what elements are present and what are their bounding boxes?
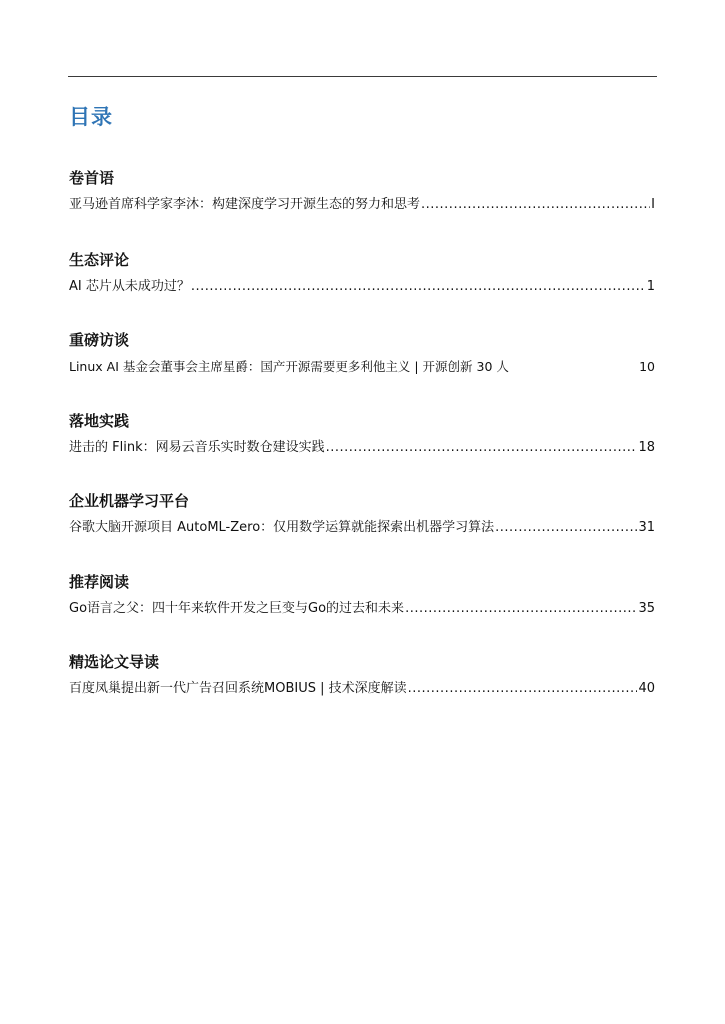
toc-entry[interactable] (69, 519, 655, 537)
toc-section-ml-platform (69, 491, 655, 537)
toc-entry[interactable] (69, 358, 655, 376)
dot-leader (421, 196, 650, 214)
dot-leader (408, 680, 638, 698)
toc-section-interview (69, 330, 655, 376)
toc-section-foreword (69, 168, 655, 214)
section-heading: 重磅访谈 (69, 331, 130, 349)
page-number: 10 (639, 359, 655, 374)
section-heading: 落地实践 (69, 412, 130, 430)
page-number: 1 (646, 279, 655, 294)
entry-title: Go语言之父：四十年来软件开发之巨变与Go的过去和未来 (69, 601, 405, 616)
toc-section-ecosystem (69, 250, 655, 296)
dot-leader (326, 439, 638, 457)
toc-section-recommended (69, 572, 655, 618)
page-number: 31 (638, 520, 655, 535)
section-heading: 卷首语 (69, 169, 115, 187)
section-heading: 精选论文导读 (69, 653, 160, 671)
toc-section-papers (69, 652, 655, 698)
entry-title: 进击的 Flink：网易云音乐实时数仓建设实践 (69, 440, 325, 455)
toc-entry[interactable] (69, 278, 655, 296)
entry-title: 亚马逊首席科学家李沐：构建深度学习开源生态的努力和思考 (69, 197, 421, 212)
page-number: 35 (638, 601, 655, 616)
section-heading: 生态评论 (69, 251, 130, 269)
page-number: I (651, 197, 655, 212)
section-heading: 推荐阅读 (69, 573, 130, 591)
section-heading: 企业机器学习平台 (69, 492, 190, 510)
page-number: 40 (638, 681, 655, 696)
entry-title: 谷歌大脑开源项目 AutoML-Zero：仅用数学运算就能探索出机器学习算法 (69, 520, 495, 535)
page-number: 18 (638, 440, 655, 455)
entry-title: 百度凤巢提出新一代广告召回系统MOBIUS | 技术深度解读 (69, 681, 407, 696)
toc-entry[interactable] (69, 196, 655, 214)
toc-entry[interactable] (69, 439, 655, 457)
dot-leader (405, 600, 637, 618)
toc-entry[interactable] (69, 680, 655, 698)
dot-leader (495, 519, 637, 537)
entry-title: AI 芯片从未成功过？ (69, 279, 190, 294)
toc-entry[interactable] (69, 600, 655, 618)
toc-title: 目录 (69, 105, 113, 129)
header-rule (68, 76, 657, 77)
entry-title: Linux AI 基金会董事会主席星爵：国产开源需要更多利他主义 | 开源创新 30 人 (69, 359, 509, 374)
toc-section-practice (69, 411, 655, 457)
dot-leader (191, 278, 646, 296)
